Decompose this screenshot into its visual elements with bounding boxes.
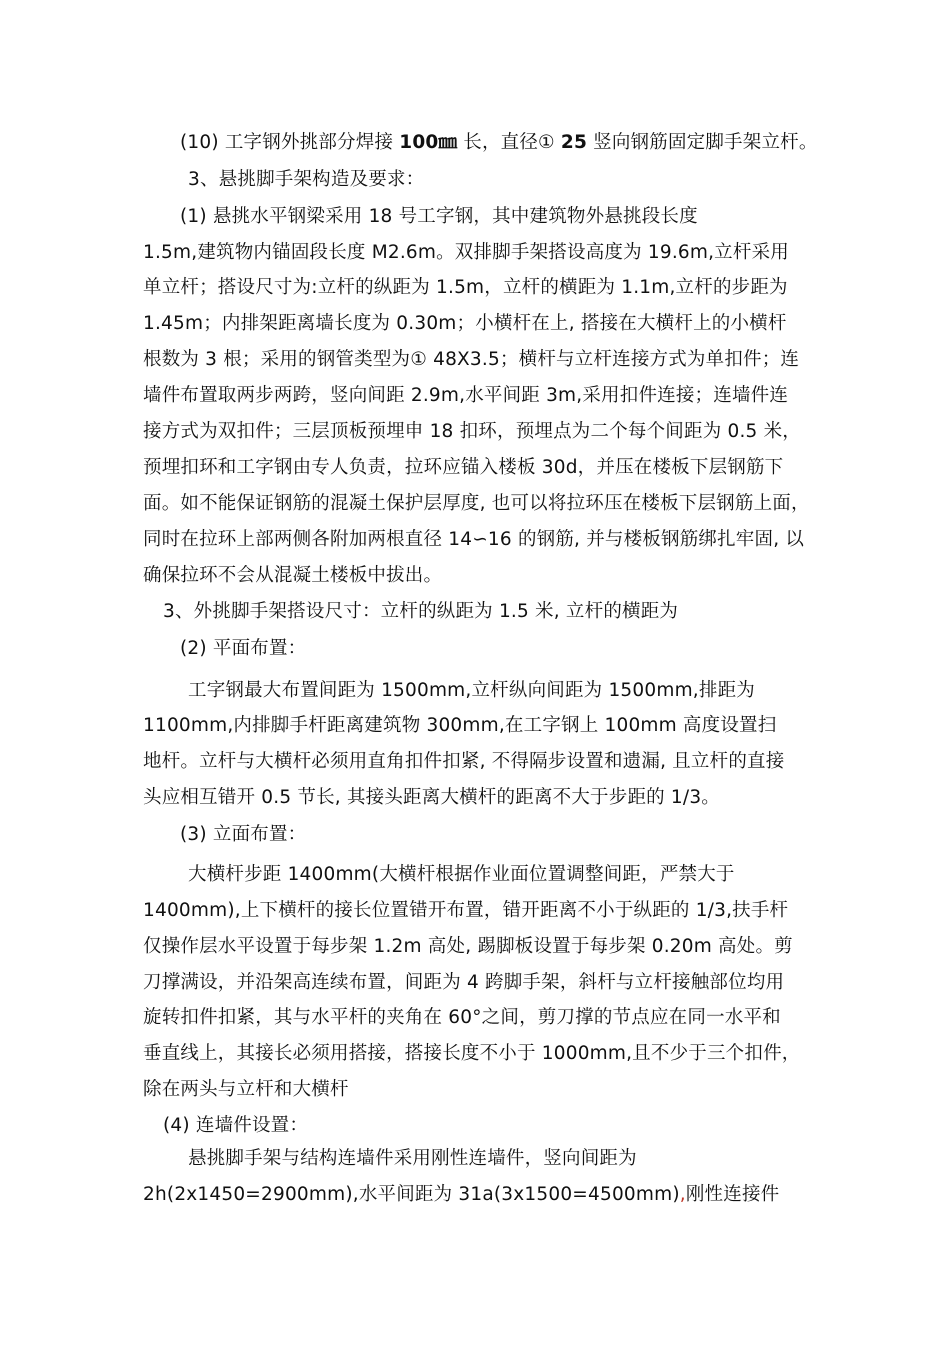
text-line — [143, 713, 776, 739]
text-run: (1) 悬挑水平钢梁采用 18 号工字钢，其中建筑物外悬挑段长度 — [180, 206, 698, 227]
text-line — [143, 240, 789, 266]
text-run: 旋转扣件扣紧，其与水平杆的夹角在 60°之间，剪刀撑的节点应在同一水平和 — [143, 1007, 781, 1028]
text-run: 竖向钢筋固定脚手架立杆。 — [587, 132, 818, 153]
text-run: 根数为 3 根；采用的钢管类型为① 48X3.5；横杆与立杆连接方式为单扣件；连 — [143, 349, 800, 370]
text-line — [188, 167, 424, 193]
text-line — [143, 898, 788, 924]
text-run: , — [679, 1184, 686, 1205]
text-run: (3) 立面布置： — [180, 824, 307, 845]
text-run: 同时在拉环上部两侧各附加两根直径 14∽16 的钢筋, 并与楼板钢筋绑扎牢固, 以 — [143, 529, 805, 550]
text-run: (4) 连墙件设置： — [163, 1115, 309, 1136]
text-run: (10) 工字钢外挑部分焊接 — [180, 132, 400, 153]
text-run: 1.45m；内排架距离墙长度为 0.30m；小横杆在上, 搭接在大横杆上的小横杆 — [143, 313, 787, 334]
text-run: 大横杆步距 1400mm(大横杆根据作业面位置调整间距，严禁大于 — [188, 864, 735, 885]
text-line — [188, 862, 735, 888]
text-run: 25 — [560, 132, 588, 153]
text-line — [180, 130, 818, 156]
text-line — [143, 419, 801, 445]
text-run: 除在两头与立杆和大横杆 — [143, 1079, 349, 1100]
text-line — [143, 347, 799, 373]
text-run: 头应相互错开 0.5 节长, 其接头距离大横杆的距离不大于步距的 1/3。 — [143, 787, 720, 808]
text-run: 3、悬挑脚手架构造及要求： — [188, 169, 425, 190]
text-line — [163, 599, 678, 625]
text-line — [180, 822, 306, 848]
text-line — [180, 636, 306, 662]
text-line — [143, 491, 810, 517]
text-line — [143, 563, 442, 589]
text-line — [143, 527, 804, 553]
text-line — [143, 275, 788, 301]
text-run: 1100mm,内排脚手杆距离建筑物 300mm,在工字钢上 100mm 高度设置扫 — [143, 715, 777, 736]
text-run: 刚性连接件 — [685, 1184, 780, 1205]
text-line — [143, 749, 784, 775]
text-line — [143, 1041, 801, 1067]
text-line — [143, 934, 793, 960]
text-line — [143, 455, 783, 481]
text-run: 2h(2x1450=2900mm),水平间距为 31a(3x1500=4500mm) — [143, 1184, 680, 1205]
text-line — [188, 1146, 637, 1172]
text-run: 垂直线上，其接长必须用搭接，搭接长度不小于 1000mm,且不少于三个扣件， — [143, 1043, 801, 1064]
text-line — [188, 678, 755, 704]
text-run: 3、外挑脚手架搭设尺寸：立杆的纵距为 1.5 米, 立杆的横距为 — [163, 601, 679, 622]
text-run: 地杆。立杆与大横杆必须用直角扣件扣紧, 不得隔步设置和遗漏, 且立杆的直接 — [143, 751, 785, 772]
text-line — [143, 1182, 779, 1208]
text-line — [163, 1113, 308, 1139]
text-line — [180, 204, 698, 230]
text-run: 单立杆；搭设尺寸为:立杆的纵距为 1.5m，立杆的横距为 1.1m,立杆的步距为 — [143, 277, 788, 298]
text-run: 1400mm),上下横杆的接长位置错开布置，错开距离不小于纵距的 1/3,扶手杆 — [143, 900, 789, 921]
text-run: 面。如不能保证钢筋的混凝土保护层厚度, 也可以将拉环压在楼板下层钢筋上面， — [143, 493, 810, 514]
text-run: 1.5m,建筑物内锚固段长度 M2.6m。双排脚手架搭设高度为 19.6m,立杆采用 — [143, 242, 789, 263]
text-run: (2) 平面布置： — [180, 638, 307, 659]
text-line — [143, 785, 720, 811]
text-run: 100㎜ — [399, 132, 458, 153]
text-line — [143, 383, 788, 409]
text-line — [143, 1005, 781, 1031]
text-run: 接方式为双扣件；三层顶板预埋申 18 扣环，预埋点为二个每个间距为 0.5 米， — [143, 421, 801, 442]
text-run: 长，直径① — [457, 132, 561, 153]
text-run: 仅操作层水平设置于每步架 1.2m 高处, 踢脚板设置于每步架 0.20m 高处。剪 — [143, 936, 793, 957]
text-line — [143, 311, 787, 337]
text-run: 刀撑满设，并沿架高连续布置，间距为 4 跨脚手架，斜杆与立杆接触部位均用 — [143, 972, 785, 993]
text-line — [143, 1077, 349, 1103]
text-run: 悬挑脚手架与结构连墙件采用刚性连墙件，竖向间距为 — [188, 1148, 637, 1169]
text-run: 预埋扣环和工字钢由专人负责，拉环应锚入楼板 30d，并压在楼板下层钢筋下 — [143, 457, 784, 478]
text-run: 确保拉环不会从混凝土楼板中拔出。 — [143, 565, 443, 586]
text-run: 墙件布置取两步两跨，竖向间距 2.9m,水平间距 3m,采用扣件连接；连墙件连 — [143, 385, 789, 406]
text-run: 工字钢最大布置间距为 1500mm,立杆纵向间距为 1500mm,排距为 — [188, 680, 755, 701]
text-line — [143, 970, 784, 996]
